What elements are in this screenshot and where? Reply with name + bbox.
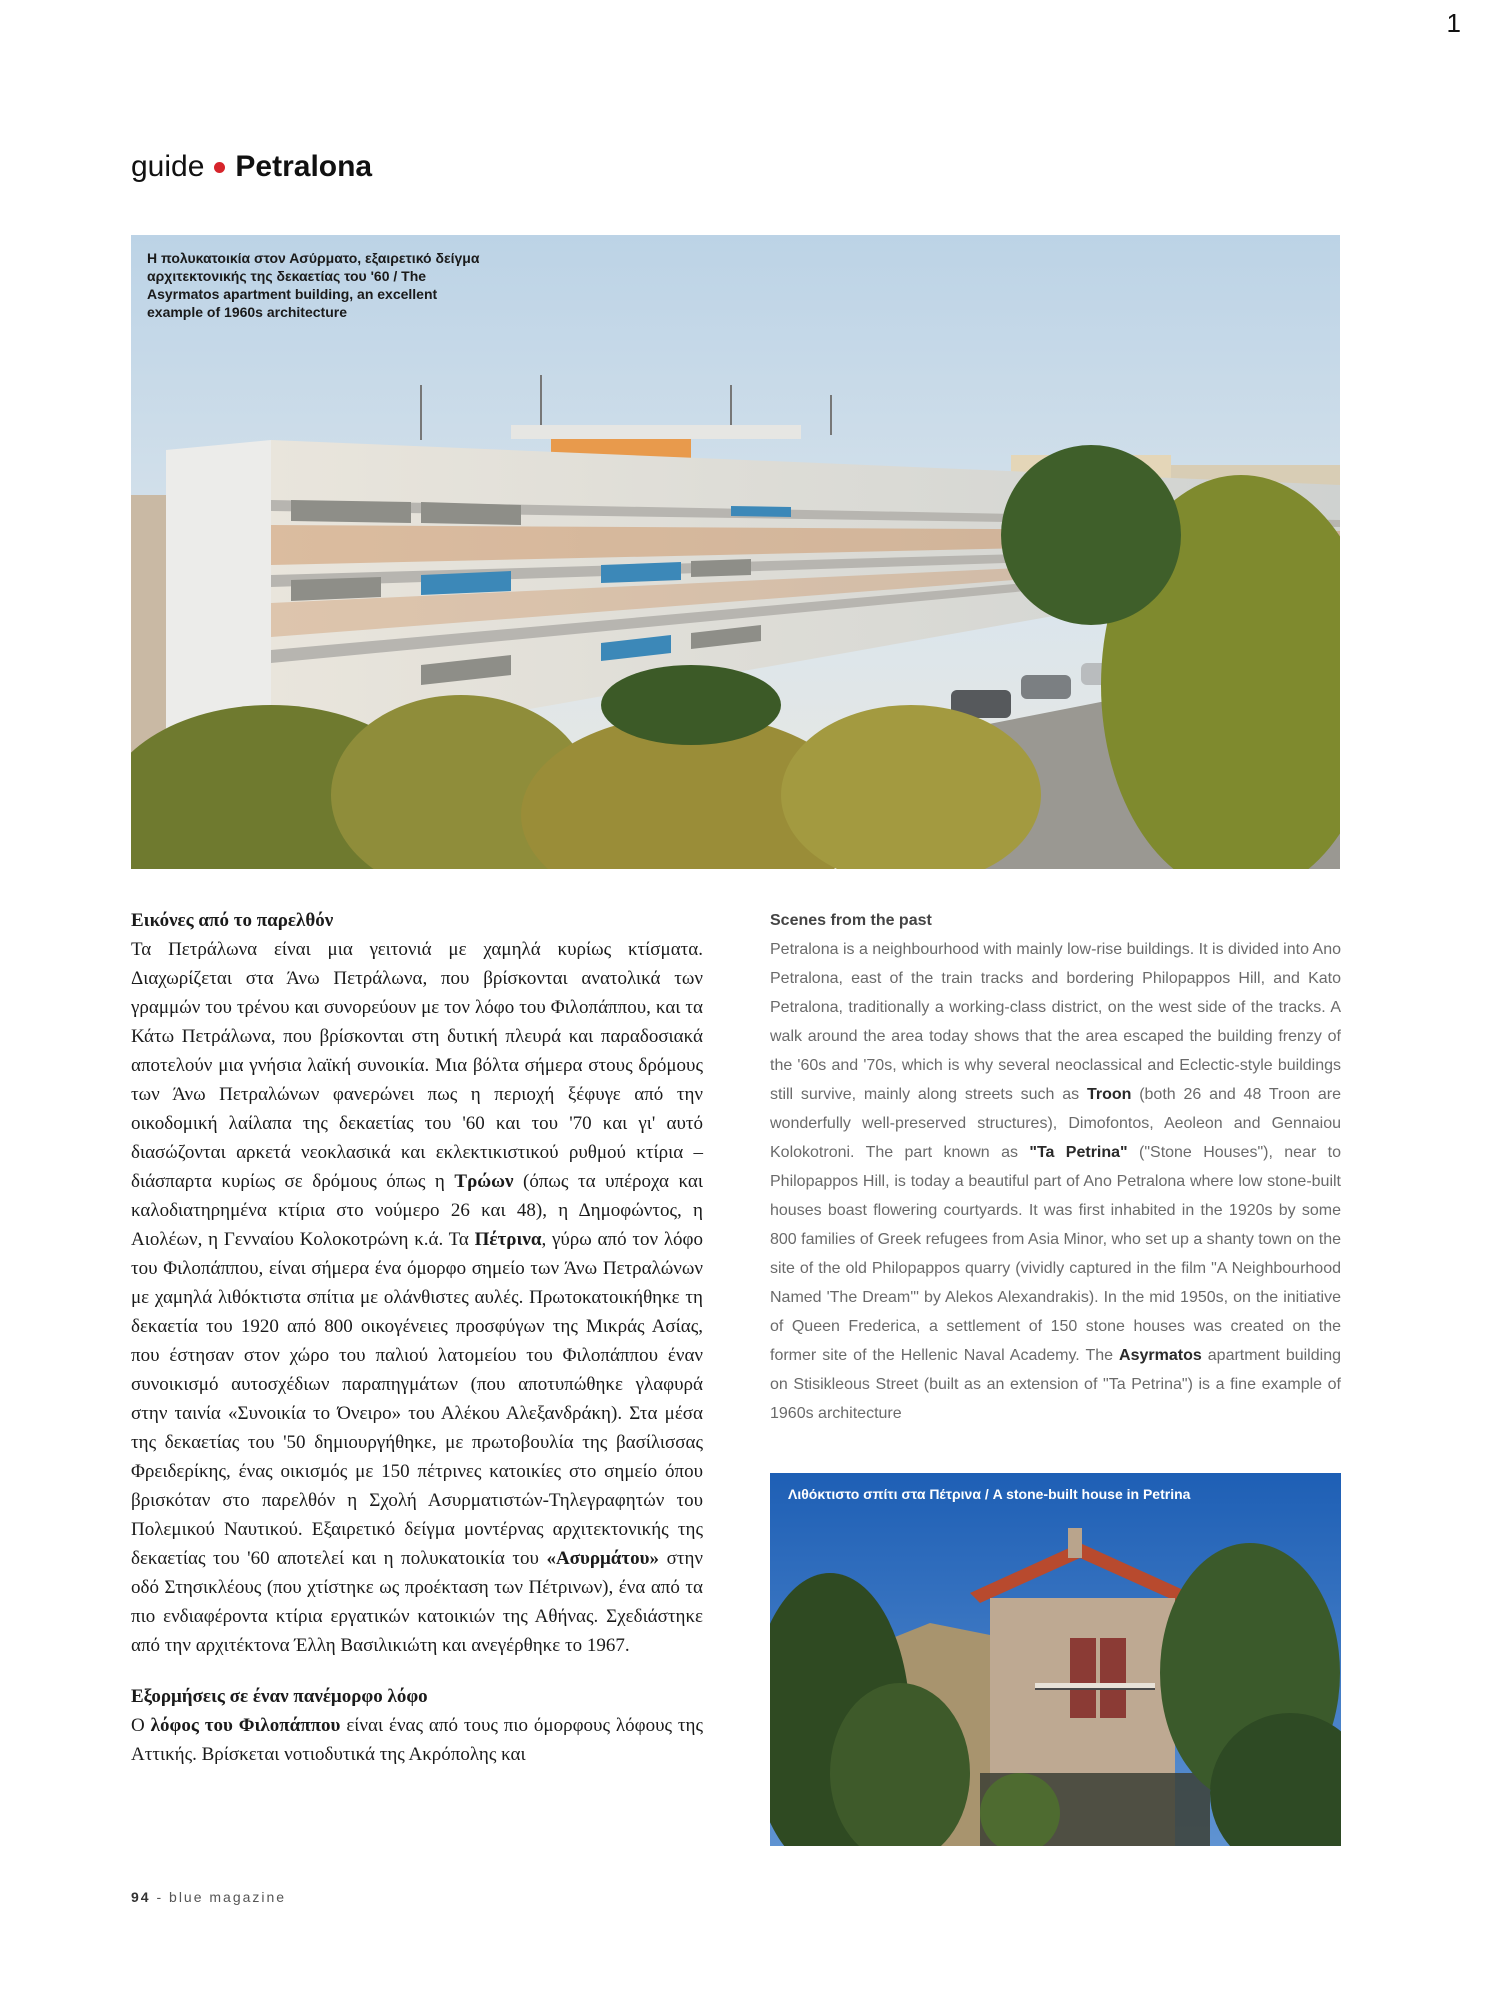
footer-magazine-name: blue magazine	[169, 1889, 287, 1905]
house-photo	[770, 1473, 1341, 1846]
section-header	[131, 150, 372, 184]
english-article	[770, 906, 1341, 1428]
house-photo-caption: Λιθόκτιστο σπίτι στα Πέτρινα / A stone-built house in Petrina	[788, 1486, 1191, 1502]
footer-page-number: 94	[131, 1889, 151, 1905]
page-number: 1	[1446, 8, 1461, 38]
greek-heading-1: Εικόνες από το παρελθόν	[131, 910, 334, 931]
stone-house-illustration	[770, 1473, 1341, 1846]
greek-heading-2: Εξορμήσεις σε έναν πανέμορφο λόφο	[131, 1686, 428, 1707]
page-footer	[131, 1889, 286, 1905]
footer-separator: -	[156, 1889, 164, 1905]
english-heading: Scenes from the past	[770, 912, 932, 929]
greek-article	[131, 906, 703, 1769]
apartment-building-illustration	[131, 235, 1340, 869]
greek-paragraph-2: Ο λόφος του Φιλοπάππου είναι ένας από τους πιο όμορφους λόφους της Αττικής. Βρίσκεται νοτιοδυτικά της Ακρόπολης και	[131, 1715, 703, 1765]
bullet-dot-icon	[214, 162, 225, 173]
hero-photo-caption: Η πολυκατοικία στον Ασύρματο, εξαιρετικό δείγμα αρχιτεκτονικής της δεκαετίας του '60 / The Asyrmatos apartment building, an excellent example of 1960s architecture	[147, 250, 480, 320]
hero-photo	[131, 235, 1340, 869]
section-label: guide	[131, 150, 205, 183]
english-paragraph: Petralona is a neighbourhood with mainly low-rise buildings. It is divided into Ano Petralona, east of the train tracks and bordering Philopappos Hill, and Kato Petralona, traditionally a working-class district, on the west side of the tracks. A walk around the area today shows that the area escaped the building frenzy of the '60s and '70s, which is why several neoclassical and Eclectic-style buildings still survive, mainly along streets such as Troon (both 26 and 48 Troon are wonderfully well-preserved structures), Dimofontos, Aeoleon and Gennaiou Kolokotroni. The part known as "Ta Petrina" ("Stone Houses"), near to Philopappos Hill, is today a beautiful part of Ano Petralona where low stone-built houses boast flowering courtyards. It was first inhabited in the 1920s by some 800 families of Greek refugees from Asia Minor, who set up a shanty town on the site of the old Philopappos quarry (vividly captured in the film "A Neighbourhood Named 'The Dream'" by Alekos Alexandrakis). In the mid 1950s, on the initiative of Queen Frederica, a settlement of 150 stone houses was created on the former site of the Hellenic Naval Academy. The Asyrmatos apartment building on Stisikleous Street (built as an extension of "Ta Petrina") is a fine example of 1960s architecture	[770, 941, 1342, 1422]
page-title: Petralona	[235, 150, 373, 183]
greek-paragraph-1: Τα Πετράλωνα είναι μια γειτονιά με χαμηλά κυρίως κτίσματα. Διαχωρίζεται στα Άνω Πετράλωνα, που βρίσκονται ανατολικά των γραμμών του τρένου και συνορεύουν με τον λόφο του Φιλοπάππου, και τα Κάτω Πετράλωνα, που βρίσκονται στη δυτική πλευρά και παραδοσιακά αποτελούν μια γνήσια λαϊκή συνοικία. Μια βόλτα σήμερα στους δρόμους των Άνω Πετραλώνων φανερώνει πως η περιοχή ξέφυγε από την οικοδομική λαίλαπα της δεκαετίας του '60 και του '70 και γι' αυτό διασώζονται αρκετά νεοκλασικά και εκλεκτικιστικού ρυθμού κτίρια – διάσπαρτα κυρίως σε δρόμους όπως η Τρώων (όπως τα υπέροχα και καλοδιατηρημένα κτίρια στο νούμερο 26 και 48), η Δημοφώντος, η Αιολέων, η Γενναίου Κολοκοτρώνη κ.ά. Τα Πέτρινα, γύρω από τον λόφο του Φιλοπάππου, είναι σήμερα ένα όμορφο σημείο των Άνω Πετραλώνων με χαμηλά λιθόκτιστα σπίτια με ολάνθιστες αυλές. Πρωτοκατοικήθηκε τη δεκαετία του 1920 από 800 οικογένειες προσφύγων της Μικράς Ασίας, που έστησαν στον χώρο του παλιού λατομείου του Φιλοπάππου έναν συνοικισμό αυτοσχέδιων παραπηγμάτων (που αποτυπώθηκε γλαφυρά στην ταινία «Συνοικία το Όνειρο» του Αλέκου Αλεξανδράκη). Στα μέσα της δεκαετίας του '50 δημιουργήθηκε, με πρωτοβουλία της βασίλισσας Φρειδερίκης, ένας οικισμός με 150 πέτρινες κατοικίες στο σημείο όπου βρισκόταν στο παρελθόν η Σχολή Ασυρματιστών-Τηλεγραφητών του Πολεμικού Ναυτικού. Εξαιρετικό δείγμα μοντέρνας αρχιτεκτονικής της δεκαετίας του '60 αποτελεί και η πολυκατοικία του «Ασυρμάτου» στην οδό Στησικλέους (που χτίστηκε ως προέκταση των Πέτρινων), ένα από τα πιο ενδιαφέροντα κτίρια εργατικών κατοικιών της Αθήνας. Σχεδιάστηκε από την αρχιτέκτονα Έλλη Βασιλικιώτη και ανεγέρθηκε το 1967.	[131, 939, 704, 1656]
